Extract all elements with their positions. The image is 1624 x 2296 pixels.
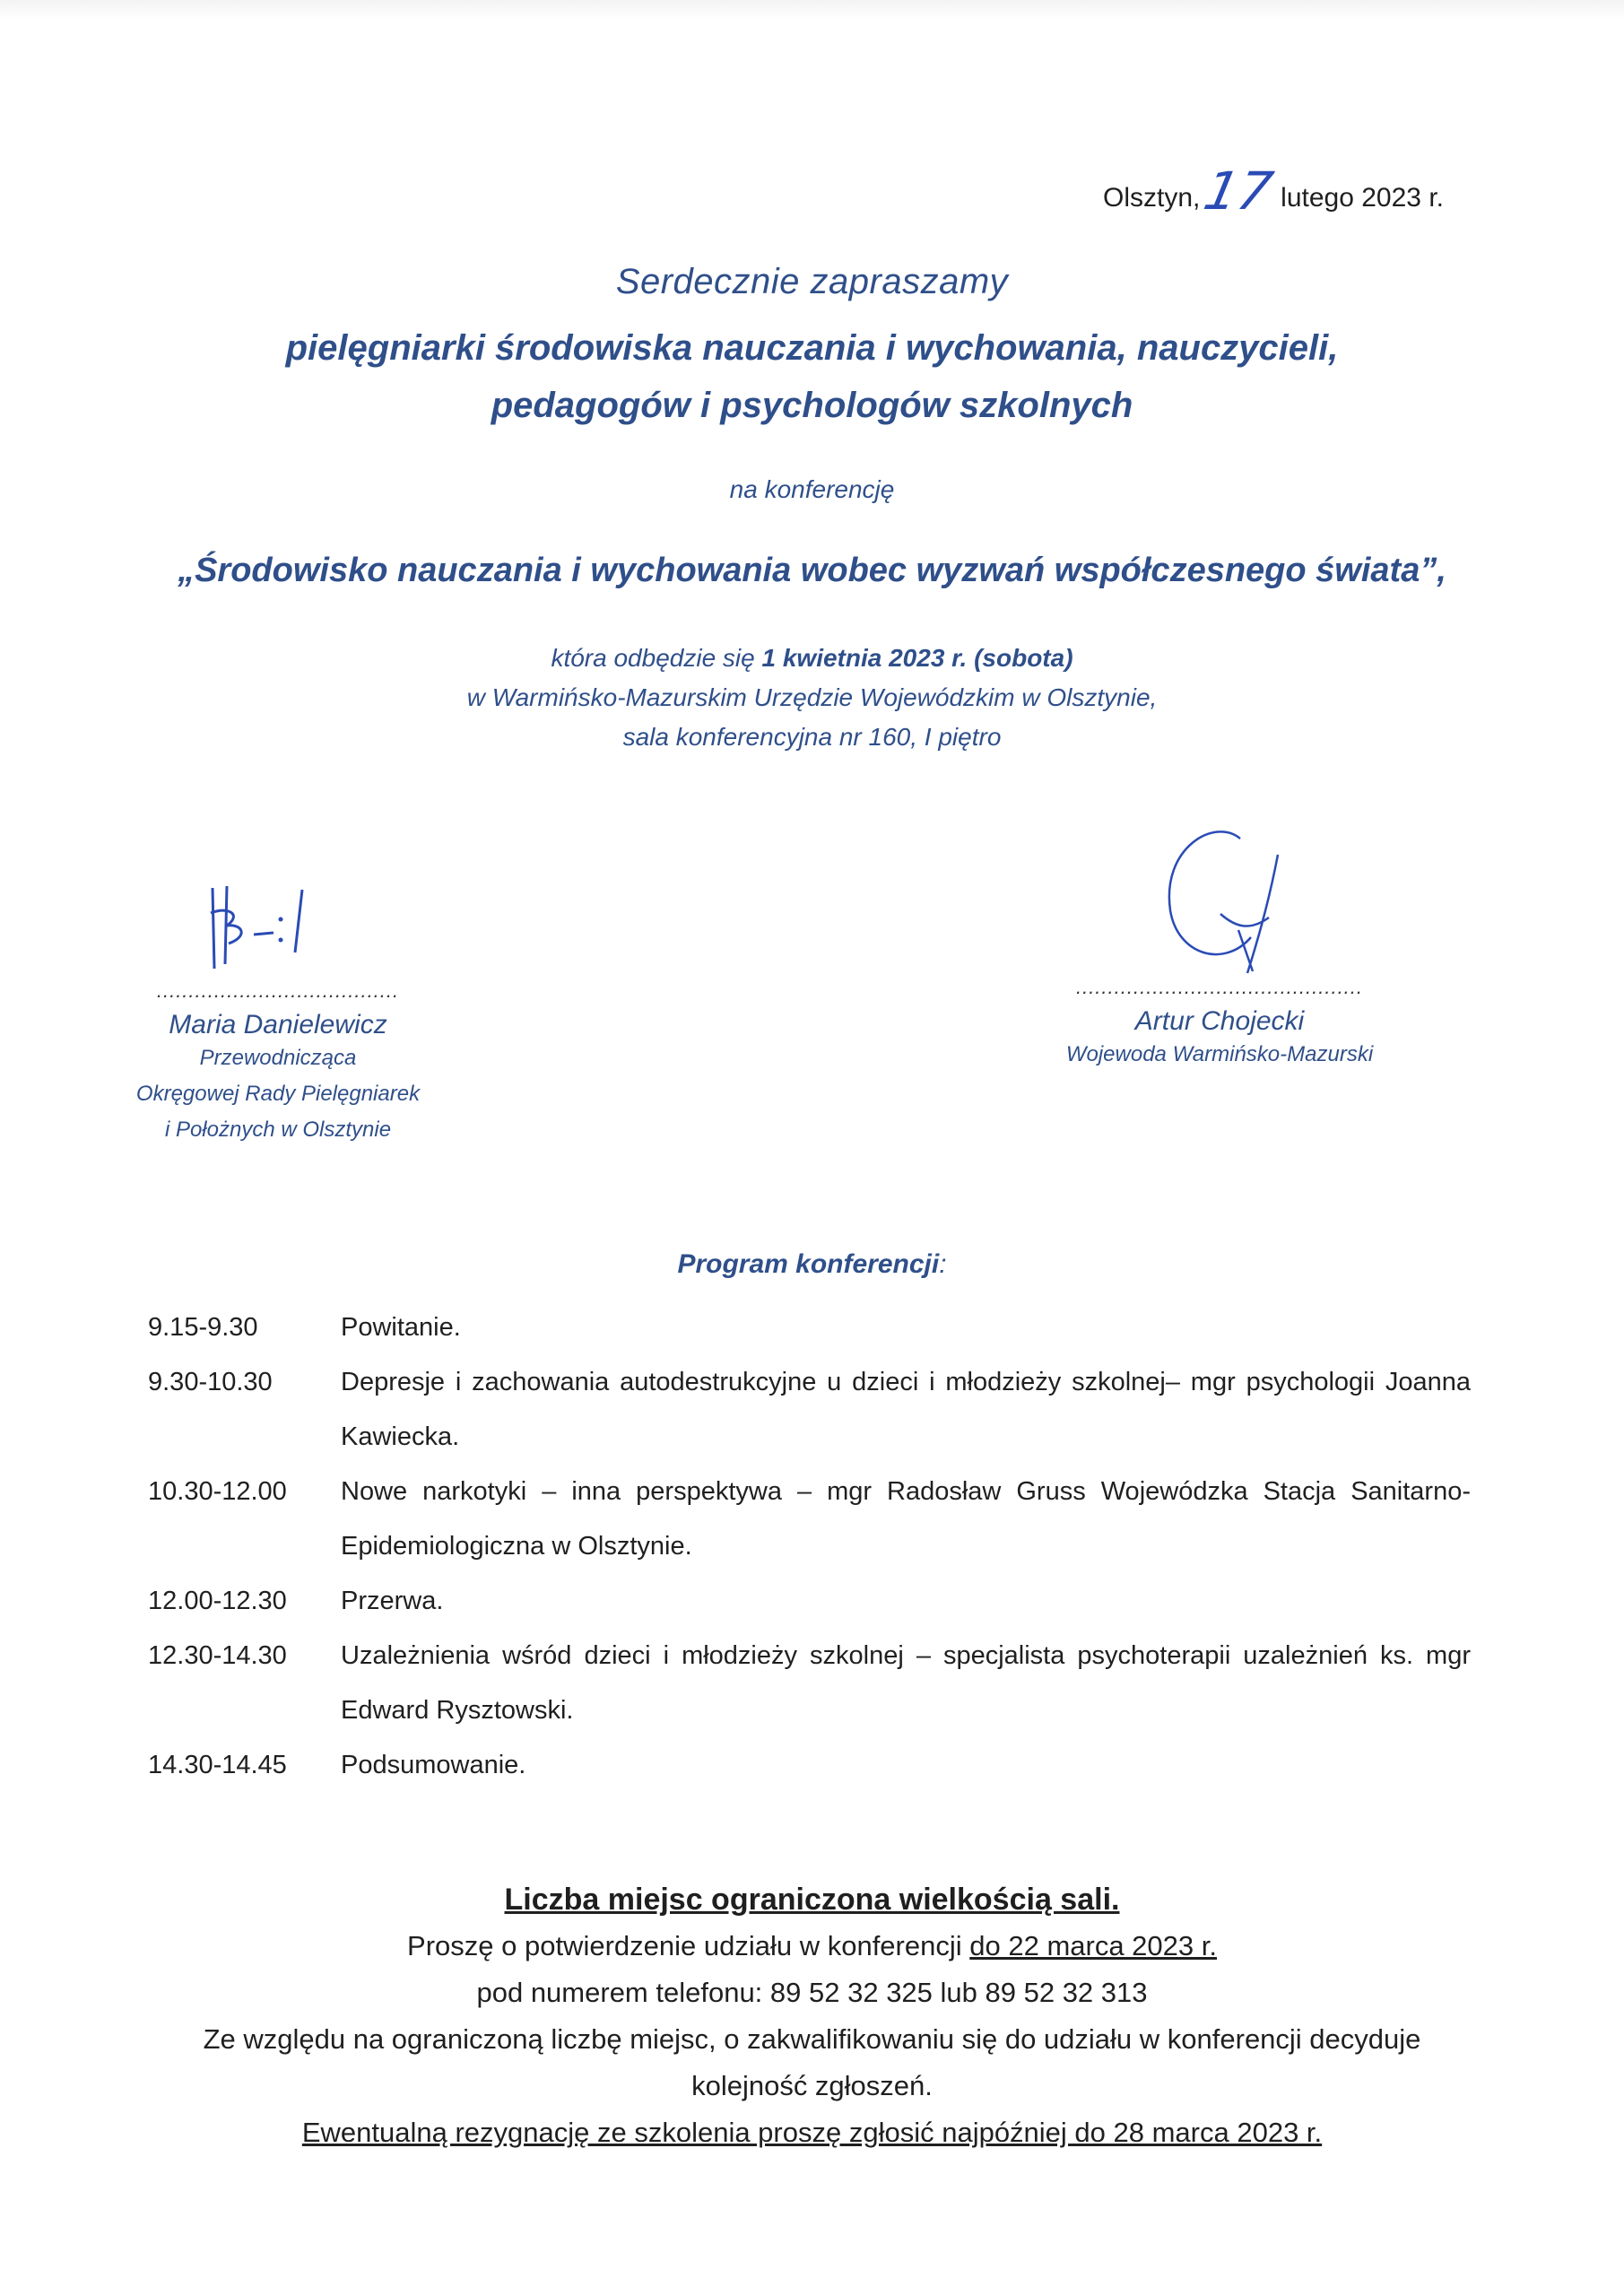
conference-intro: na konferencję	[729, 475, 895, 503]
audience-line-2: pedagogów i psychologów szkolnych	[491, 386, 1133, 425]
confirmation-line	[0, 1923, 1624, 1970]
program-time: 12.00-12.30	[148, 1587, 287, 1615]
program-time: 10.30-12.00	[148, 1477, 287, 1506]
resignation-text: Ewentualną rezygnację ze szkolenia proszę zgłosić najpóźniej do 28 marca 2023 r.	[301, 2117, 1323, 2148]
signature-right	[1031, 825, 1408, 1073]
program-item	[148, 1355, 1471, 1465]
conference-details	[0, 639, 1624, 757]
program-item	[148, 1465, 1471, 1574]
confirmation-deadline: do 22 marca 2023 r.	[969, 1930, 1217, 1961]
program-description: Uzależnienia wśród dzieci i młodzieży szkolnej – specjalista psychoterapii uzależnień ks. mgr Edward Rysztowski.	[341, 1641, 1471, 1725]
resignation-line	[0, 2109, 1624, 2156]
program-time: 12.30-14.30	[148, 1641, 287, 1670]
signature-dotted-line: ......................................	[156, 979, 400, 1002]
seating-limit-heading: Liczba miejsc ograniczona wielkością sali.	[504, 1883, 1120, 1917]
program-item	[148, 1300, 1471, 1355]
signature-left	[117, 879, 439, 1148]
program-description: Podsumowanie.	[341, 1751, 526, 1779]
program-description: Powitanie.	[341, 1313, 461, 1342]
date-month-year: lutego 2023 r.	[1281, 183, 1444, 213]
conference-when	[0, 639, 1624, 678]
qualification-line-2: kolejność zgłoszeń.	[691, 2070, 933, 2101]
phone-line: pod numerem telefonu: 89 52 32 325 lub 89 52 32 313	[476, 1977, 1148, 2008]
footer-notes	[0, 1876, 1624, 2156]
conference-where: w Warmińsko-Mazurskim Urzędzie Wojewódzkim w Olsztynie,	[466, 683, 1158, 711]
signatory-role-line-1: Przewodnicząca	[199, 1046, 357, 1070]
signatory-role-line-1: Wojewoda Warmińsko-Mazurski	[1065, 1042, 1374, 1066]
program-item	[148, 1574, 1471, 1629]
handwritten-day: 17	[1199, 161, 1279, 222]
program-time: 9.15-9.30	[148, 1313, 258, 1342]
program-title	[0, 1249, 1624, 1280]
conference-room: sala konferencyjna nr 160, I piętro	[622, 723, 1002, 751]
program-time: 14.30-14.45	[148, 1751, 287, 1779]
signature-dotted-line: .............................................	[1075, 976, 1364, 998]
scan-edge-shadow	[0, 0, 1624, 20]
qualification-line-1: Ze względu na ograniczoną liczbę miejsc, o zakwalifikowaniu się do udziału w konferencji decyduje	[203, 2023, 1421, 2055]
signatory-role-line-3: i Położnych w Olsztynie	[164, 1118, 392, 1142]
signatory-role-line-2: Okręgowej Rady Pielęgniarek	[135, 1082, 421, 1106]
program-description: Depresje i zachowania autodestrukcyjne u dzieci i młodzieży szkolnej– mgr psychologii Joanna Kawiecka.	[341, 1368, 1471, 1451]
signatory-name: Artur Chojecki	[1134, 1006, 1305, 1036]
date-place: Olsztyn,	[1103, 183, 1201, 213]
conference-when-prefix: która odbędzie się	[551, 644, 762, 672]
invitation-audience	[0, 319, 1624, 434]
program-list	[148, 1300, 1471, 1793]
program-title-colon: :	[939, 1249, 947, 1279]
program-description: Nowe narkotyki – inna perspektywa – mgr Radosław Gruss Wojewódzka Stacja Sanitarno-Epidemiologiczna w Olsztynie.	[341, 1477, 1471, 1561]
audience-line-1: pielęgniarki środowiska nauczania i wychowania, nauczycieli,	[285, 328, 1339, 368]
invitation-lead: Serdecznie zapraszamy	[615, 262, 1009, 301]
date-line	[1103, 161, 1444, 222]
program-title-text: Program konferencji	[677, 1249, 940, 1279]
conference-date: 1 kwietnia 2023 r. (sobota)	[761, 644, 1073, 672]
conference-title: „Środowisko nauczania i wychowania wobec wyzwań współczesnego świata”,	[178, 552, 1446, 589]
program-time: 9.30-10.30	[148, 1368, 273, 1396]
program-item	[148, 1738, 1471, 1793]
confirmation-text: Proszę o potwierdzenie udziału w konferencji	[407, 1930, 970, 1961]
signatory-name: Maria Danielewicz	[169, 1010, 387, 1039]
program-description: Przerwa.	[341, 1587, 444, 1615]
program-item	[148, 1629, 1471, 1738]
